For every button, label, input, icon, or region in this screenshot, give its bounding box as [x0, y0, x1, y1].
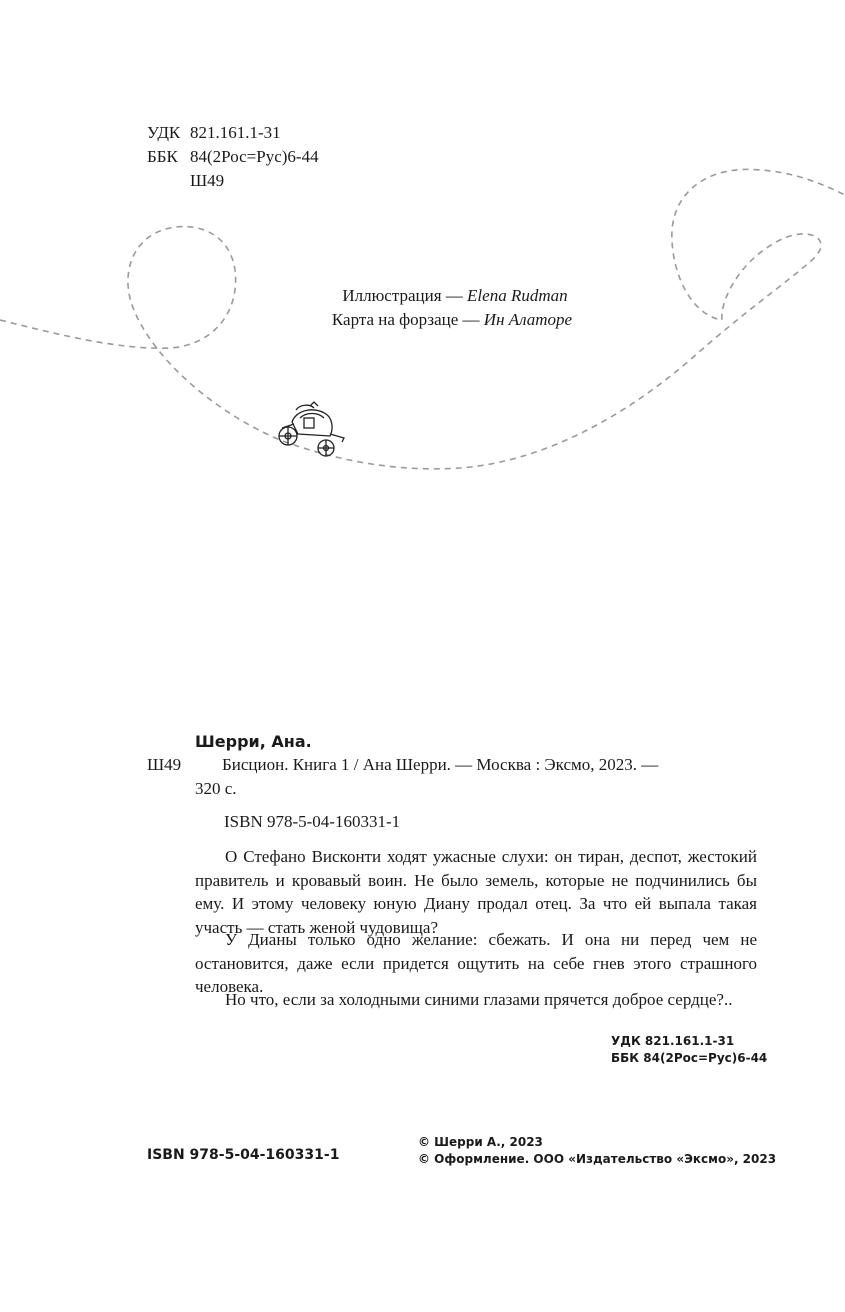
- author-mark: Ш49: [190, 171, 225, 190]
- catalog-entry-line1: Бисцион. Книга 1 / Ана Шерри. — Москва : Эксмо, 2023. —: [222, 755, 659, 774]
- catalog-author: Шерри, Ана.: [195, 732, 312, 751]
- udk-label: УДК: [147, 123, 181, 142]
- carriage-icon: [279, 402, 344, 456]
- catalog-isbn: ISBN 978-5-04-160331-1: [224, 812, 401, 831]
- map-name: Ин Алаторе: [483, 310, 573, 329]
- illustration-label: Иллюстрация —: [342, 286, 468, 305]
- bbk-label: ББК: [147, 147, 178, 166]
- illustration-credit: [0, 284, 845, 308]
- udk-code-bottom: УДК 821.161.1-31: [611, 1034, 735, 1048]
- annotation-paragraph-1: О Стефано Висконти ходят ужасные слухи: он тиран, деспот, жестокий правитель и кровавый воин. Не было земель, которые не подчинились бы ему. И этому человеку юную Диану продал отец. За что ей выпала такая участь — стать женой чудовища?: [195, 847, 757, 937]
- footer-isbn: ISBN 978-5-04-160331-1: [147, 1147, 340, 1163]
- map-credit: [0, 308, 845, 332]
- annotation-paragraph-3: Но что, если за холодными синими глазами прячется доброе сердце?..: [225, 990, 733, 1009]
- bbk-value: 84(2Рос=Рус)6-44: [190, 147, 319, 166]
- annotation-paragraph-2: У Дианы только одно желание: сбежать. И она ни перед чем не остановится, даже если придется ощутить на себе гнев этого страшного человека.: [195, 930, 757, 996]
- bbk-code-bottom: ББК 84(2Рос=Рус)6-44: [611, 1051, 768, 1065]
- copyright-design: © Оформление. ООО «Издательство «Эксмо», 2023: [418, 1152, 777, 1166]
- copyright-author: © Шерри А., 2023: [418, 1135, 543, 1149]
- udk-value: 821.161.1-31: [190, 123, 281, 142]
- catalog-entry-line2: 320 с.: [195, 779, 237, 798]
- illustration-name: Elena Rudman: [467, 286, 568, 305]
- map-label: Карта на форзаце —: [331, 310, 484, 329]
- catalog-mark: Ш49: [147, 755, 182, 774]
